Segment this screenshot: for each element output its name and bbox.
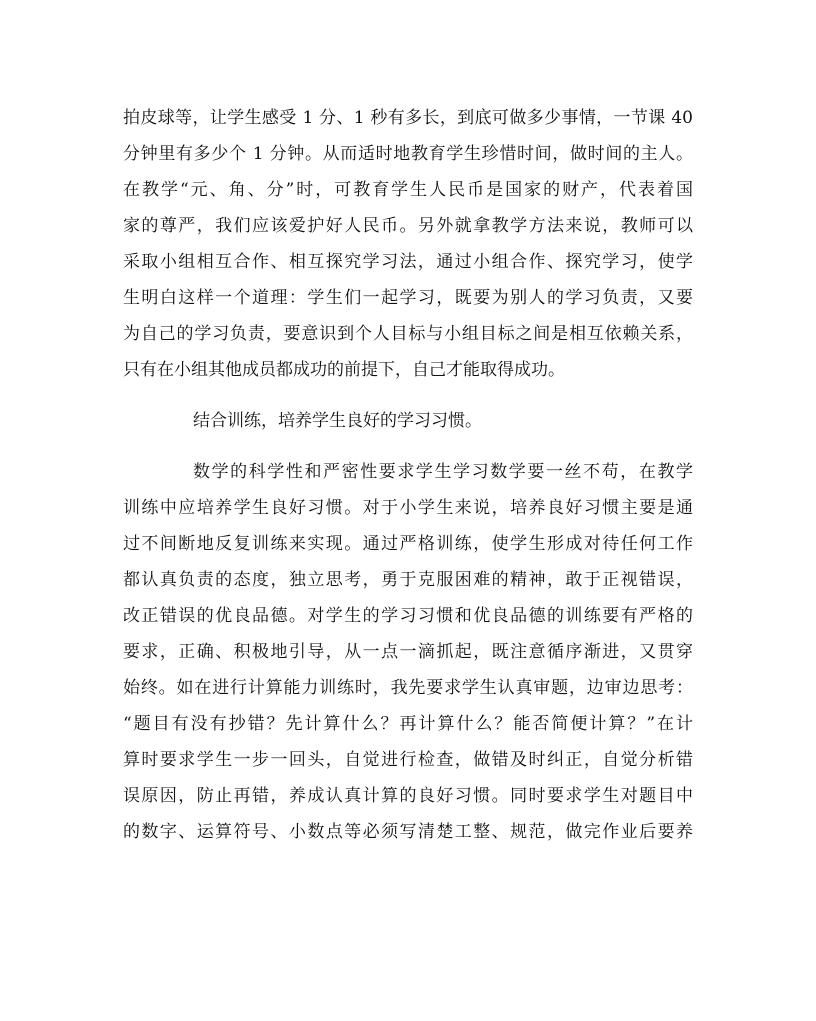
text-line-5: 采取小组相互合作、相互探究学习法，通过小组合作、探究学习，使学	[123, 252, 693, 272]
text-line-16: 始终。如在进行计算能力训练时，我先要求学生认真审题，边审边思考：	[123, 678, 693, 698]
text-line-2: 分钟里有多少个 1 分钟。从而适时地教育学生珍惜时间，做时间的主人。	[123, 144, 693, 164]
text-line-18: 算时要求学生一步一回头，自觉进行检查，做错及时纠正，自觉分析错	[123, 750, 693, 770]
text-line-20: 的数字、运算符号、小数点等必须写清楚工整、规范，做完作业后要养	[123, 822, 693, 842]
text-line-7: 为自己的学习负责，要意识到个人目标与小组目标之间是相互依赖关系，	[123, 324, 693, 344]
text-line-19: 误原因，防止再错，养成认真计算的良好习惯。同时要求学生对题目中	[123, 786, 693, 806]
text-line-3: 在教学“元、角、分”时，可教育学生人民币是国家的财产，代表着国	[123, 180, 693, 200]
text-line-10: 数学的科学性和严密性要求学生学习数学要一丝不苟，在教学	[193, 462, 693, 482]
text-line-17: “题目有没有抄错？先计算什么？再计算什么？能否简便计算？”在计	[123, 714, 693, 734]
section-heading: 结合训练，培养学生良好的学习习惯。	[193, 411, 482, 431]
text-line-6: 生明白这样一个道理：学生们一起学习，既要为别人的学习负责，又要	[123, 288, 693, 308]
text-line-13: 都认真负责的态度，独立思考，勇于克服困难的精神，敢于正视错误，	[123, 570, 693, 590]
text-line-11: 训练中应培养学生良好习惯。对于小学生来说，培养良好习惯主要是通	[123, 498, 693, 518]
text-line-14: 改正错误的优良品德。对学生的学习习惯和优良品德的训练要有严格的	[123, 606, 693, 626]
text-line-8: 只有在小组其他成员都成功的前提下，自己才能取得成功。	[123, 360, 565, 380]
text-line-1: 拍皮球等，让学生感受 1 分、1 秒有多长，到底可做多少事情，一节课 40	[123, 108, 693, 128]
text-line-12: 过不间断地反复训练来实现。通过严格训练，使学生形成对待任何工作	[123, 534, 693, 554]
text-line-4: 家的尊严，我们应该爱护好人民币。另外就拿教学方法来说，教师可以	[123, 216, 693, 236]
text-line-15: 要求，正确、积极地引导，从一点一滴抓起，既注意循序渐进，又贯穿	[123, 642, 693, 662]
